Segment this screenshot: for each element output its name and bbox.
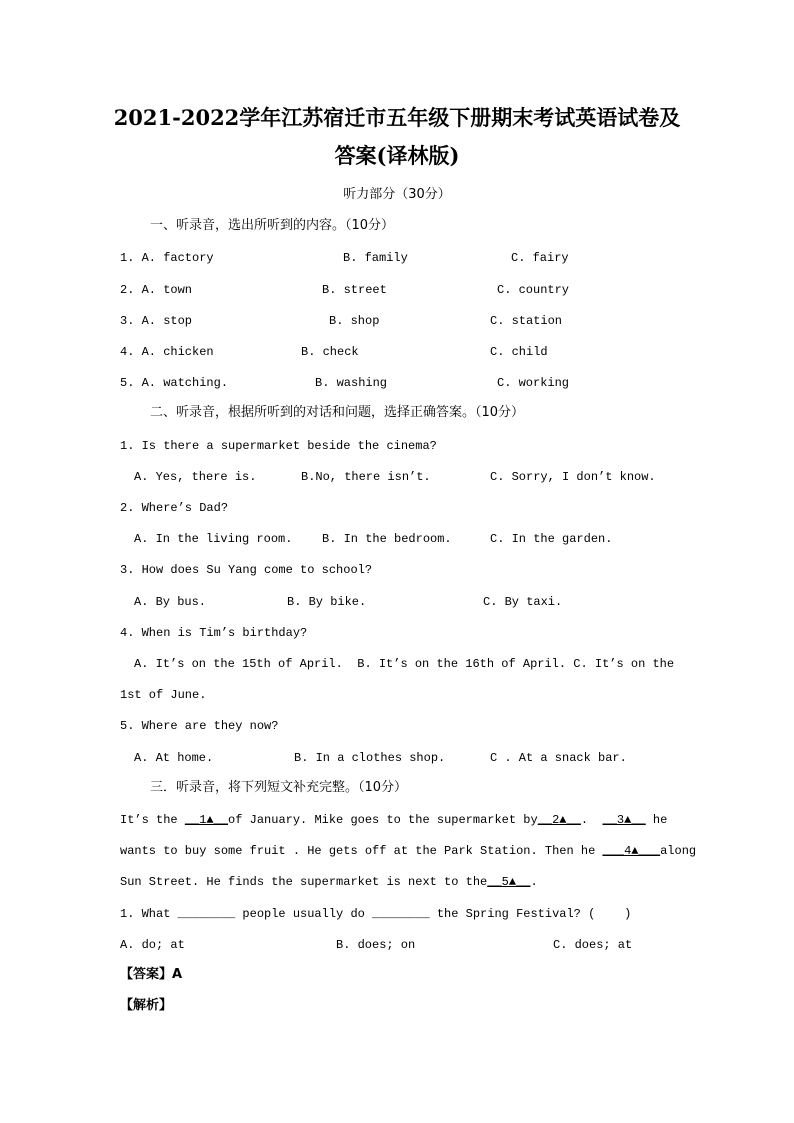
s2-q2-option-c: C. In the garden. [490,532,613,546]
s2-q5-option-b: B. In a clothes shop. [294,751,446,765]
s1-q5-option-a: 5. A. watching. [120,376,229,390]
s1-q1-option-c: C. fairy [511,251,569,265]
s3-passage-line-3 [120,874,538,890]
blank-4: ___4▲___ [602,844,661,858]
s1-q5-option-b: B. washing [315,376,388,390]
s2-q1-option-a: A. Yes, there is. [134,470,257,484]
s2-q3-option-b: B. By bike. [287,595,367,609]
grammar-q1-option-b: B. does; on [336,938,416,952]
s1-q3-option-c: C. station [490,314,563,328]
s2-q3-option-c: C. By taxi. [483,595,563,609]
s1-q1-option-b: B. family [343,251,408,265]
s2-q5-option-c: C . At a snack bar. [490,751,627,765]
s1-q4-option-c: C. child [490,345,548,359]
blank-2: __2▲__ [537,813,581,827]
passage-text: . [580,813,603,827]
s3-passage-line-2 [120,843,696,859]
grammar-question-1: 1. What ________ people usually do ________ the Spring Festival? ( ) [120,907,632,921]
grammar-q1-option-a: A. do; at [120,938,185,952]
passage-text: wants to buy some fruit . He gets off at the Park Station. Then he [120,844,603,858]
passage-text: he [645,813,668,827]
passage-text: Sun Street. He finds the supermarket is next to the [120,875,488,889]
passage-text: . [530,875,538,889]
s2-q1-option-c: C. Sorry, I don’t know. [490,470,656,484]
s2-q3-option-a: A. By bus. [134,595,207,609]
s2-q4-options-line-2: 1st of June. [120,688,207,702]
section-1-heading: 一、听录音，选出所听到的内容。（10分） [150,218,395,233]
s2-q1-option-b: B.No, there isn’t. [301,470,431,484]
s2-question-3: 3. How does Su Yang come to school? [120,563,373,577]
blank-1: __1▲__ [184,813,229,827]
section-2-heading: 二、听录音，根据所听到的对话和问题，选择正确答案。（10分） [150,405,525,420]
listening-subtitle: 听力部分（30分） [343,187,451,202]
page-title-line-2: 答案(译林版) [334,143,460,168]
s2-q2-option-a: A. In the living room. [134,532,293,546]
answer-label: 【答案】A [120,967,183,982]
s3-passage-line-1 [120,812,667,828]
passage-text: of January. Mike goes to the supermarket by [228,813,538,827]
s2-question-2: 2. Where’s Dad? [120,501,229,515]
s1-q2-option-b: B. street [322,283,387,297]
s1-q5-option-c: C. working [497,376,570,390]
s1-q3-option-b: B. shop [329,314,380,328]
s2-question-4: 4. When is Tim’s birthday? [120,626,308,640]
s2-question-1: 1. Is there a supermarket beside the cinema? [120,439,437,453]
s1-q1-option-a: 1. A. factory [120,251,214,265]
analysis-label: 【解析】 [120,998,173,1013]
s1-q4-option-b: B. check [301,345,359,359]
s1-q3-option-a: 3. A. stop [120,314,193,328]
s1-q4-option-a: 4. A. chicken [120,345,214,359]
s2-question-5: 5. Where are they now? [120,719,279,733]
section-3-heading: 三．听录音，将下列短文补充完整。（10分） [150,780,408,795]
s1-q2-option-c: C. country [497,283,570,297]
s2-q4-options-line-1: A. It’s on the 15th of April. B. It’s on the 16th of April. C. It’s on the [134,657,675,671]
blank-3: __3▲__ [602,813,646,827]
blank-5: __5▲__ [487,875,531,889]
grammar-q1-option-c: C. does; at [553,938,633,952]
s2-q5-option-a: A. At home. [134,751,214,765]
page-title-line-1: 2021-2022学年江苏宿迁市五年级下册期末考试英语试卷及 [113,105,681,130]
passage-text: It’s the [120,813,185,827]
s1-q2-option-a: 2. A. town [120,283,193,297]
passage-text: along [660,844,697,858]
s2-q2-option-b: B. In the bedroom. [322,532,452,546]
